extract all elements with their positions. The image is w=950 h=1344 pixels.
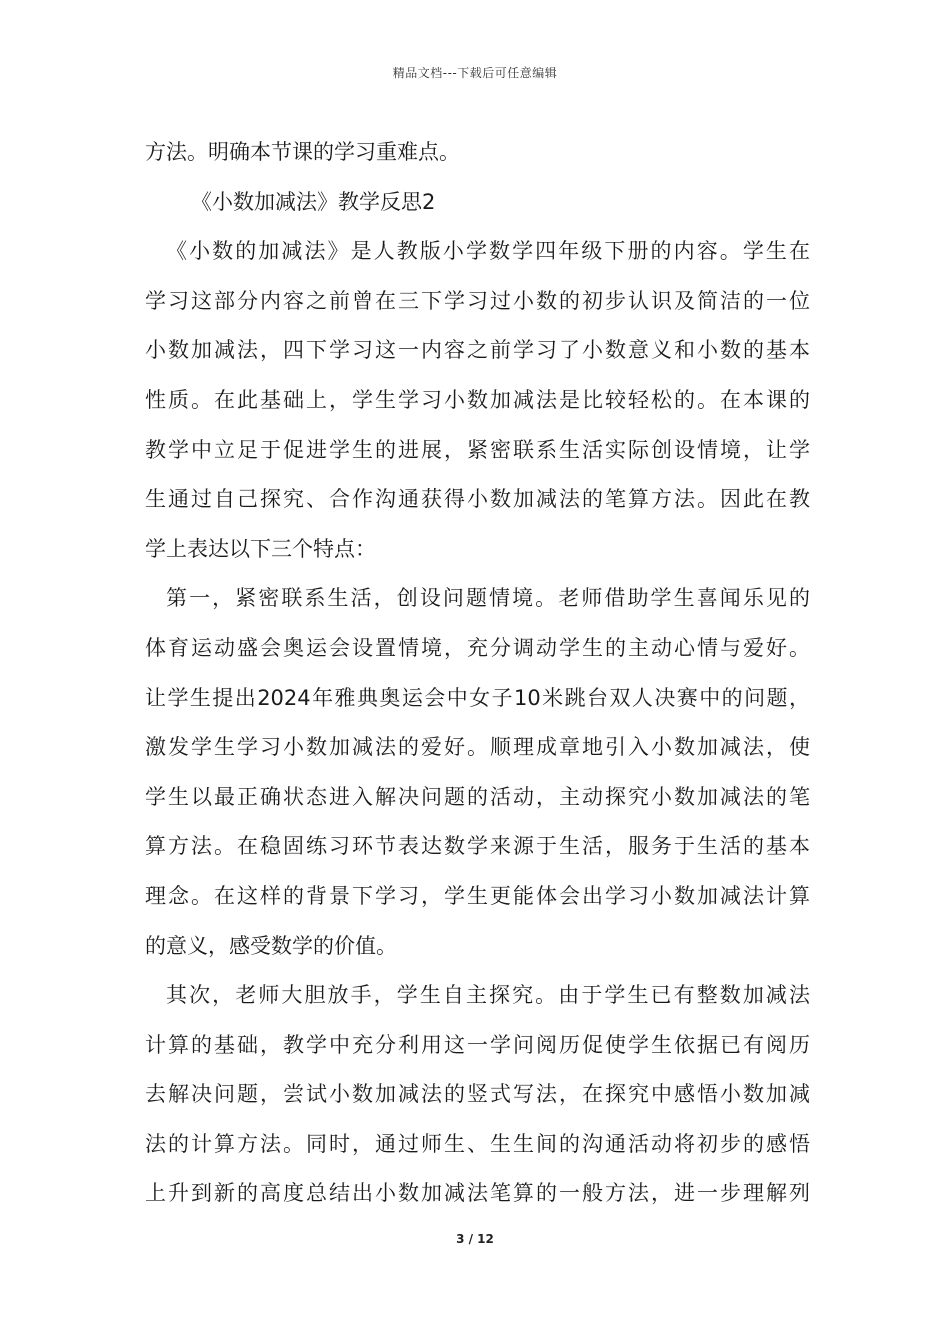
text-line: 教学中立足于促进学生的进展，紧密联系生活实际创设情境，让学 [145,437,810,462]
text-line: 的意义，感受数学的价值。 [145,933,397,958]
text-line: 学习这部分内容之前曾在三下学习过小数的初步认识及简洁的一位 [145,288,810,313]
text-line: 小数加减法，四下学习这一内容之前学习了小数意义和小数的基本 [145,338,810,363]
text-line: 计算的基础，教学中充分利用这一学问阅历促使学生依据已有阅历 [145,1032,810,1057]
text-line: 法的计算方法。同时，通过师生、生生间的沟通活动将初步的感悟 [145,1131,810,1156]
text-line: 激发学生学习小数加减法的爱好。顺理成章地引入小数加减法，使 [145,735,810,760]
text-line: 生通过自己探究、合作沟通获得小数加减法的笔算方法。因此在教 [145,487,810,512]
text-line: 去解决问题，尝试小数加减法的竖式写法，在探究中感悟小数加减 [145,1082,810,1107]
text-line: 其次，老师大胆放手，学生自主探究。由于学生已有整数加减法 [166,983,810,1008]
text-line: 上升到新的高度总结出小数加减法笔算的一般方法，进一步理解列 [145,1181,810,1206]
page-number: 3 / 12 [456,1232,494,1246]
text-line: 算方法。在稳固练习环节表达数学来源于生活，服务于生活的基本 [145,834,810,859]
text-line: 性质。在此基础上，学生学习小数加减法是比较轻松的。在本课的 [145,387,810,412]
text-line: 学生以最正确状态进入解决问题的活动，主动探究小数加减法的笔 [145,784,810,809]
text-line: 学上表达以下三个特点： [145,536,376,561]
text-line: 让学生提出2024年雅典奥运会中女子10米跳台双人决赛中的问题， [145,685,810,710]
text-line: 《小数的加减法》是人教版小学数学四年级下册的内容。学生在 [166,239,810,264]
text-line: 方法。明确本节课的学习重难点。 [145,140,460,164]
text-line: 第一，紧密联系生活，创设问题情境。老师借助学生喜闻乐见的 [166,586,810,611]
text-line: 理念。在这样的背景下学习，学生更能体会出学习小数加减法计算 [145,883,810,908]
page-header: 精品文档---下载后可任意编辑 [392,66,558,80]
text-line: 体育运动盛会奥运会设置情境，充分调动学生的主动心情与爱好。 [145,635,810,660]
document-body [145,128,810,1219]
section-title: 《小数加减法》教学反思2 [191,189,436,214]
